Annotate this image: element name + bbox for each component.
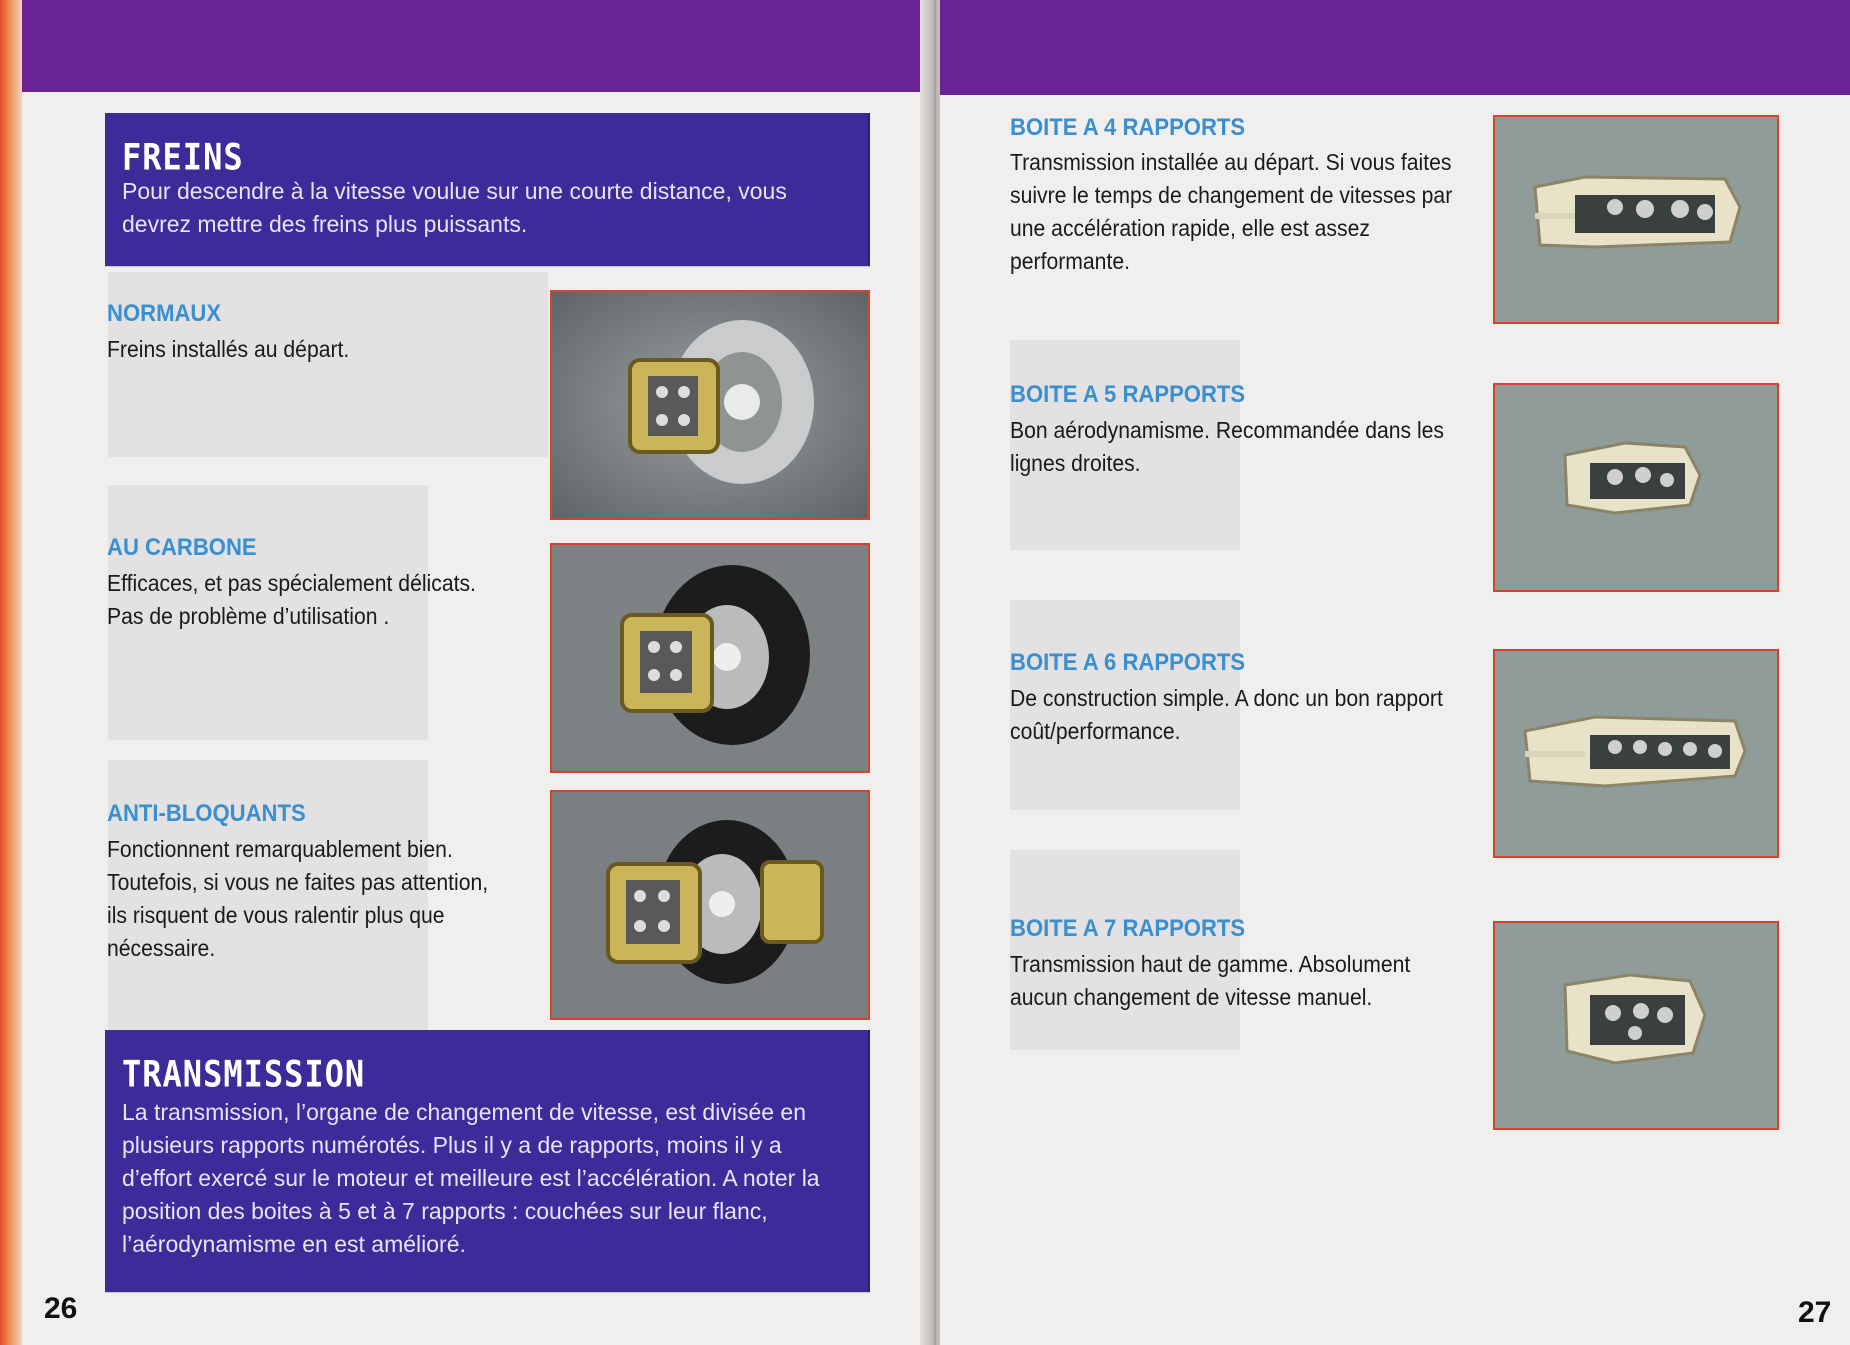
transmission-title: TRANSMISSION bbox=[122, 1052, 366, 1096]
brake-disc-abs-image bbox=[550, 790, 870, 1020]
item-text-boite-6: De construction simple. A donc un bon rapport coût/performance. bbox=[1010, 685, 1443, 744]
item-text-boite-7: Transmission haut de gamme. Absolument aucun changement de vitesse manuel. bbox=[1010, 951, 1411, 1010]
gearbox-6-speed-image bbox=[1493, 649, 1779, 858]
page-number: 27 bbox=[1798, 1296, 1832, 1329]
transmission-text: La transmission, l’organe de changement de vitesse, est divisée en plusieurs rapports numérotés. Plus il y a de rapports, moins il y a d’effort exercé sur le moteur et meilleure est l’accélération. A noter la position des boites à 5 et à 7 rapports : couchées sur leur flanc, l’aérodynamisme en est amélioré. bbox=[122, 1099, 820, 1257]
item-text-boite-4: Transmission installée au départ. Si vous faites suivre le temps de changement de vitesses par une accélération rapide, elle est assez performante. bbox=[1010, 149, 1453, 274]
item-text-anti-bloquants: Fonctionnent remarquablement bien. Toutefois, si vous ne faites pas attention, ils risquent de vous ralentir plus que nécessaire. bbox=[107, 836, 489, 961]
item-title-boite-7: BOITE A 7 RAPPORTS bbox=[1010, 915, 1246, 942]
page-edge bbox=[0, 0, 22, 1345]
item-title-carbone: AU CARBONE bbox=[107, 534, 257, 561]
freins-text: Pour descendre à la vitesse voulue sur une courte distance, vous devrez mettre des freins plus puissants. bbox=[122, 178, 787, 237]
item-title-normaux: NORMAUX bbox=[107, 300, 222, 327]
header-band bbox=[940, 0, 1850, 95]
header-band bbox=[22, 0, 930, 92]
freins-box bbox=[105, 113, 870, 266]
brake-disc-normal-image bbox=[550, 290, 870, 520]
brake-disc-carbon-image bbox=[550, 543, 870, 773]
freins-title: FREINS bbox=[122, 135, 244, 179]
page-number: 26 bbox=[44, 1292, 78, 1325]
gearbox-7-speed-image bbox=[1493, 921, 1779, 1130]
item-title-boite-6: BOITE A 6 RAPPORTS bbox=[1010, 649, 1246, 676]
gearbox-4-speed-image bbox=[1493, 115, 1779, 324]
item-text-boite-5: Bon aérodynamisme. Recommandée dans les lignes droites. bbox=[1010, 417, 1445, 476]
item-text-carbone: Efficaces, et pas spécialement délicats. Pas de problème d’utilisation . bbox=[107, 570, 476, 629]
item-text-normaux: Freins installés au départ. bbox=[107, 336, 350, 362]
transmission-box bbox=[105, 1030, 870, 1292]
right-page bbox=[940, 0, 1850, 1345]
item-title-boite-4: BOITE A 4 RAPPORTS bbox=[1010, 114, 1246, 141]
item-title-anti-bloquants: ANTI-BLOQUANTS bbox=[107, 800, 306, 827]
item-title-boite-5: BOITE A 5 RAPPORTS bbox=[1010, 381, 1246, 408]
gearbox-5-speed-image bbox=[1493, 383, 1779, 592]
